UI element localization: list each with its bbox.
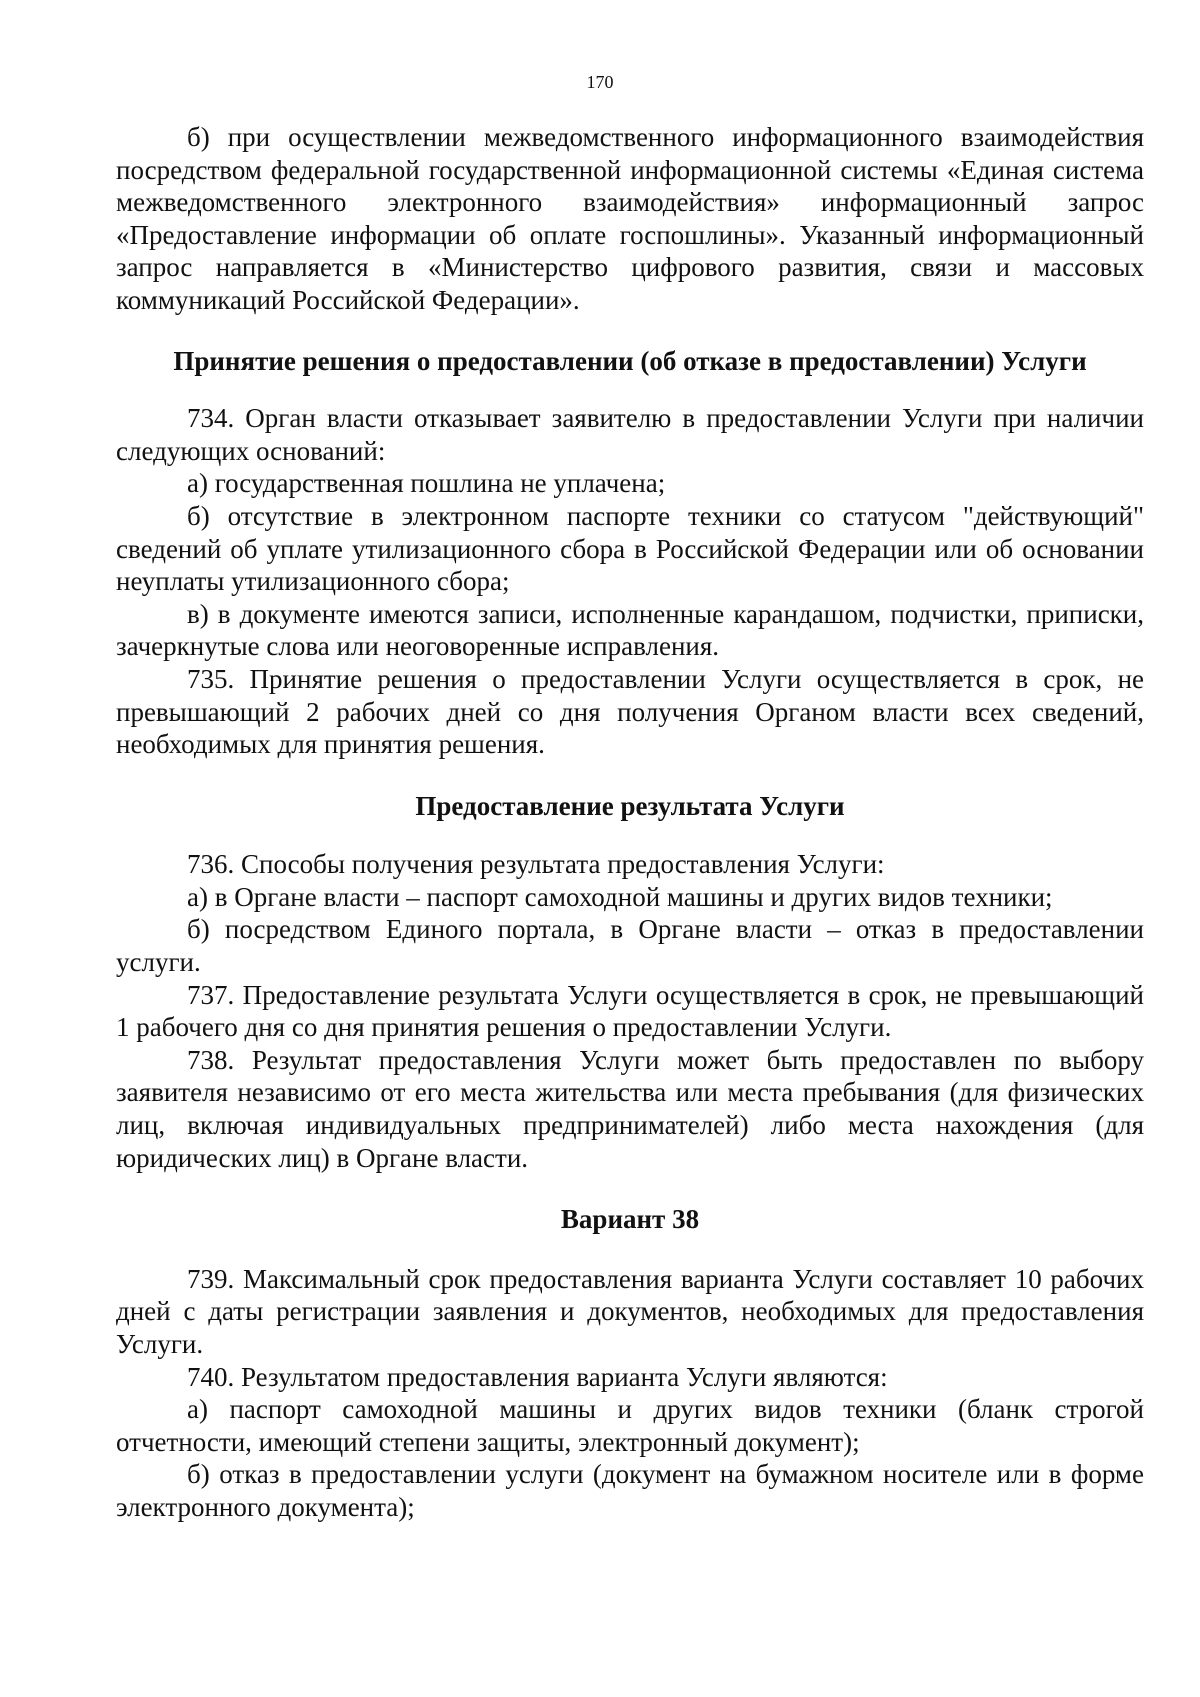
paragraph-738: 738. Результат предоставления Услуги может быть предоставлен по выбору заявителя независимо от его места жительства или места пребывания (для физических лиц, включая индивидуальных предпринимателей) либо места нахождения (для юридических лиц) в Органе власти. xyxy=(116,1044,1144,1173)
page-number: 170 xyxy=(586,72,614,92)
document-body xyxy=(116,121,1144,1524)
paragraph-734-b: б) отсутствие в электронном паспорте техники со статусом "действующий" сведений об уплате утилизационного сбора в Российской Федерации или об основании неуплаты утилизационного сбора; xyxy=(116,500,1144,597)
section-heading-result: Предоставление результата Услуги xyxy=(415,790,845,821)
paragraph-740-a: а) паспорт самоходной машины и других видов техники (бланк строгой отчетности, имеющий степени защиты, электронный документ); xyxy=(116,1394,1144,1457)
paragraph-736-b: б) посредством Единого портала, в Органе власти – отказ в предоставлении услуги. xyxy=(116,914,1144,978)
section-heading-variant-38: Вариант 38 xyxy=(560,1204,700,1235)
paragraph-734: 734. Орган власти отказывает заявителю в предоставлении Услуги при наличии следующих оснований: xyxy=(116,403,1144,466)
paragraph-734-a: а) государственная пошлина не уплачена; xyxy=(187,468,666,499)
paragraph-intro-b: б) при осуществлении межведомственного информационного взаимодействия посредством федеральной государственной информационной системы «Единая система межведомственного электронного взаимодействия» информационный запрос «Предоставление информации об оплате госпошлины». Указанный информационный запрос направляется в «Министерство цифрового развития, связи и массовых коммуникаций Российской Федерации». xyxy=(116,122,1144,315)
paragraph-735: 735. Принятие решения о предоставлении Услуги осуществляется в срок, не превышающий 2 рабочих дней со дня получения Органом власти всех сведений, необходимых для принятия решения. xyxy=(116,663,1144,760)
paragraph-740: 740. Результатом предоставления варианта Услуги являются: xyxy=(187,1361,888,1392)
paragraph-737: 737. Предоставление результата Услуги осуществляется в срок, не превышающий 1 рабочего дня со дня принятия решения о предоставлении Услуги. xyxy=(116,979,1144,1043)
section-heading-decision: Принятие решения о предоставлении (об отказе в предоставлении) Услуги xyxy=(173,345,1087,376)
paragraph-739: 739. Максимальный срок предоставления варианта Услуги составляет 10 рабочих дней с даты регистрации заявления и документов, необходимых для предоставления Услуги. xyxy=(116,1263,1144,1359)
paragraph-740-b: б) отказ в предоставлении услуги (документ на бумажном носителе или в форме электронного документа); xyxy=(116,1459,1144,1522)
paragraph-736-a: а) в Органе власти – паспорт самоходной машины и других видов техники; xyxy=(187,881,1053,912)
paragraph-734-c: в) в документе имеются записи, исполненные карандашом, подчистки, приписки, зачеркнутые слова или неоговоренные исправления. xyxy=(116,598,1144,662)
paragraph-736: 736. Способы получения результата предоставления Услуги: xyxy=(187,849,885,880)
